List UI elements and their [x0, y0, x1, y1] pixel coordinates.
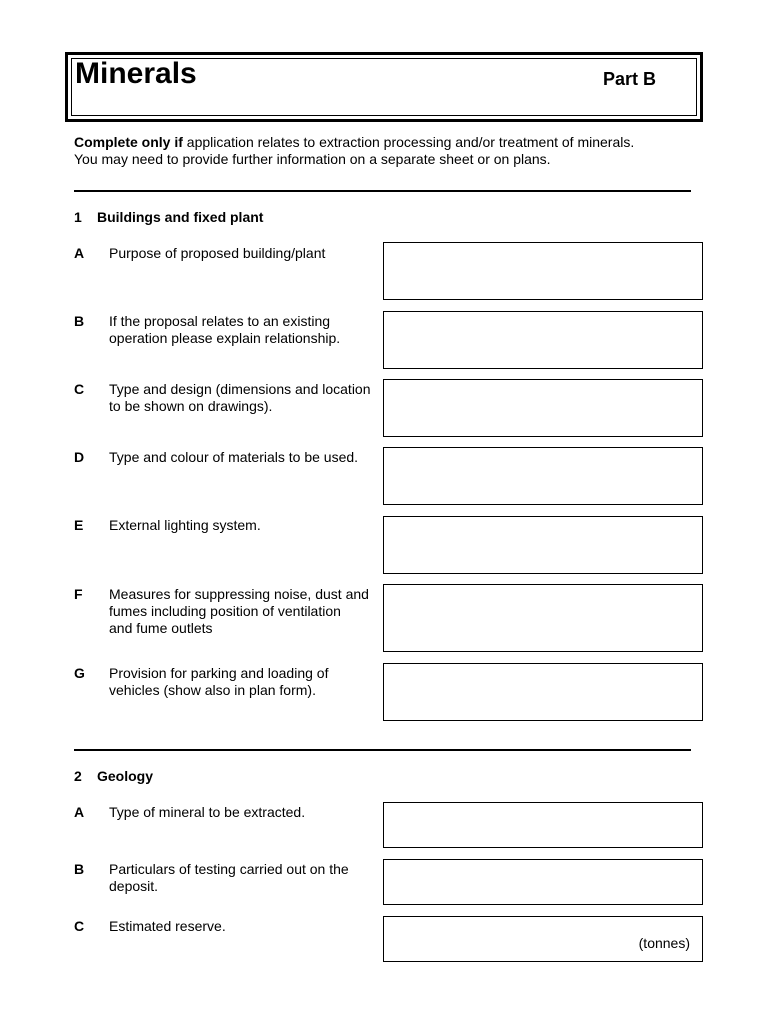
intro-line2: You may need to provide further information on a separate sheet or on plans. [74, 151, 551, 167]
question-text: Type and design (dimensions and location to be shown on drawings). [109, 381, 371, 414]
answer-field-testing-particulars[interactable] [383, 859, 703, 905]
answer-field-estimated-reserve[interactable] [383, 916, 703, 962]
intro-bold-lead: Complete only if [74, 134, 183, 150]
answer-field-noise-dust-fumes[interactable] [383, 584, 703, 652]
question-text-line: Measures for suppressing noise, dust and fumes including position of ventilation [109, 586, 369, 619]
question-text-line: and fume outlets [109, 620, 213, 636]
question-text: Type and colour of materials to be used. [109, 449, 359, 465]
question-letter: A [74, 804, 85, 820]
section-title: Buildings and fixed plant [97, 209, 264, 225]
section-heading-buildings [74, 209, 263, 225]
answer-field-parking-loading[interactable] [383, 663, 703, 721]
answer-field-building-purpose[interactable] [383, 242, 703, 300]
answer-field-mineral-type[interactable] [383, 802, 703, 848]
section-number: 2 [74, 768, 82, 784]
answer-field-type-design[interactable] [383, 379, 703, 437]
question-text: Estimated reserve. [109, 918, 226, 934]
unit-label: (tonnes) [638, 935, 690, 951]
question-text: External lighting system. [109, 517, 261, 533]
question-letter: B [74, 861, 85, 877]
title-box [65, 52, 703, 122]
part-label: Part B [602, 69, 656, 89]
answer-field-lighting[interactable] [383, 516, 703, 574]
question-letter: G [74, 665, 85, 681]
question-text [109, 586, 371, 637]
question-letter: F [74, 586, 83, 602]
section-number: 1 [74, 209, 82, 225]
section-heading-geology [74, 768, 153, 784]
question-letter: C [74, 918, 85, 934]
question-letter: C [74, 381, 85, 397]
intro-text [74, 134, 714, 168]
answer-field-materials[interactable] [383, 447, 703, 505]
question-text: If the proposal relates to an existing operation please explain relationship. [109, 313, 341, 346]
question-text: Provision for parking and loading of vehicles (show also in plan form). [109, 665, 329, 698]
question-text: Purpose of proposed building/plant [109, 245, 326, 261]
question-letter: E [74, 517, 84, 533]
question-text: Type of mineral to be extracted. [109, 804, 306, 820]
intro-line1: application relates to extraction processing and/or treatment of minerals. [182, 134, 635, 150]
page-title: Minerals [75, 57, 197, 90]
section-divider [74, 749, 691, 751]
question-text: Particulars of testing carried out on the deposit. [109, 861, 349, 894]
section-divider [74, 190, 691, 192]
question-letter: A [74, 245, 85, 261]
answer-field-existing-operation[interactable] [383, 311, 703, 369]
section-title: Geology [97, 768, 154, 784]
question-letter: B [74, 313, 85, 329]
question-letter: D [74, 449, 85, 465]
